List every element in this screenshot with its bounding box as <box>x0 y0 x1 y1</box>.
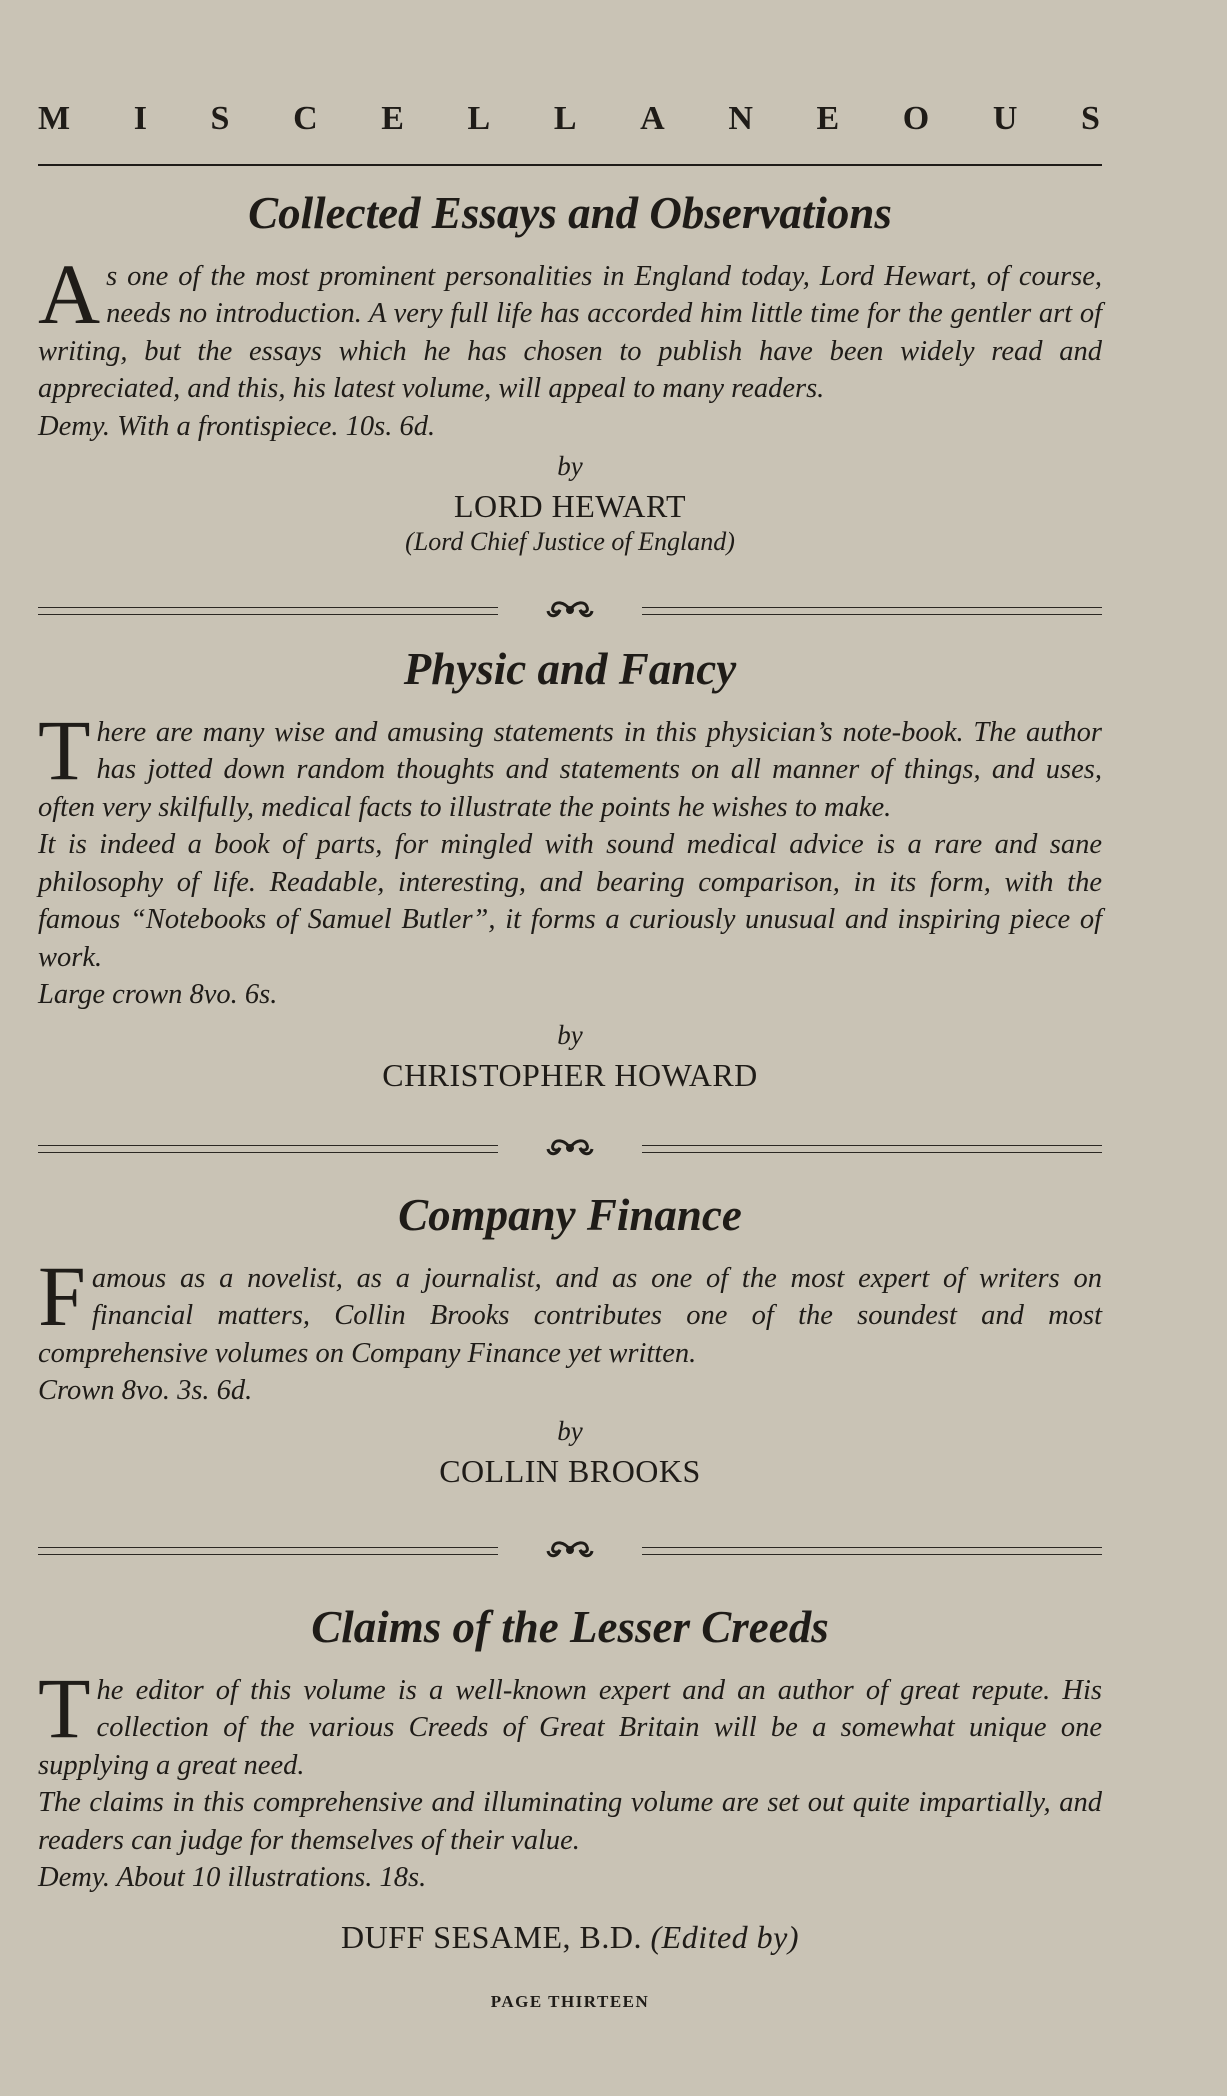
author-role: (Edited by) <box>650 1918 800 1955</box>
author-name-line <box>38 1919 1102 1956</box>
fleuron-icon <box>545 1539 595 1561</box>
description-paragraph: It is indeed a book of parts, for mingled with sound medical advice is a rare and sane philosophy of life. Readable, interesting, and bearing comparison, in its form, with the famous “Notebooks of Samuel Butler”, it forms a curiously unusual and inspiring piece of work. <box>38 829 1102 973</box>
description-paragraph: he editor of this volume is a well-known expert and an author of great repute. His collection of the various Creeds of Great Britain will be a somewhat unique one supplying a great need. <box>38 1674 1102 1781</box>
page-number: PAGE THIRTEEN <box>490 1992 650 2011</box>
header-letter: L <box>553 100 579 137</box>
ornamental-divider <box>38 1542 1102 1562</box>
author-name: CHRISTOPHER HOWARD <box>382 1056 758 1093</box>
description-paragraph: The claims in this comprehensive and illuminating volume are set out quite impartially, and readers can judge for themselves of their value. <box>38 1787 1102 1856</box>
book-title: Physic and Fancy <box>403 644 737 694</box>
author-name: COLLIN BROOKS <box>439 1452 701 1489</box>
book-description <box>38 1659 1102 1897</box>
description-paragraph: here are many wise and amusing statements in this physician’s note-book. The author has jotted down random thoughts and statements on all manner of things, and uses, often very skilfully, medical facts to illustrate the points he wishes to make. <box>38 716 1102 823</box>
by-label: by <box>557 1415 583 1446</box>
header-letter: I <box>133 100 149 137</box>
format-price: Large crown 8vo. 6s. <box>38 979 278 1011</box>
book-entry-lesser-creeds <box>38 1602 1102 1956</box>
drop-cap: T <box>38 1659 91 1756</box>
divider-rule <box>38 607 498 615</box>
book-entry-company-finance <box>38 1190 1102 1490</box>
by-label: by <box>557 451 583 482</box>
fleuron-icon <box>545 1137 595 1159</box>
header-rule <box>38 164 1102 166</box>
book-description <box>38 701 1102 1014</box>
header-letter: O <box>902 100 932 137</box>
by-label: by <box>557 1019 583 1050</box>
section-header <box>38 100 1102 138</box>
description-paragraph: s one of the most prominent personalities in England today, Lord Hewart, of course, needs no introduction. A very full life has accorded him little time for the gentler art of writing, but the essays which he has chosen to publish have been widely read and appreciated, and this, his latest volume, will appeal to many readers. <box>38 260 1102 405</box>
format-price: Demy. With a frontispiece. 10s. 6d. <box>38 410 436 442</box>
drop-cap: A <box>38 245 101 342</box>
book-title: Company Finance <box>398 1190 742 1240</box>
header-letter: C <box>293 100 320 137</box>
divider-rule <box>38 1547 498 1555</box>
ornamental-divider <box>38 602 1102 622</box>
header-letter: S <box>1081 100 1102 137</box>
header-letter: E <box>381 100 406 137</box>
ornamental-divider <box>38 1140 1102 1160</box>
header-letter: N <box>728 100 755 137</box>
header-letter: U <box>992 100 1020 137</box>
header-letter: L <box>467 100 493 137</box>
author-name: LORD HEWART <box>454 488 686 525</box>
divider-rule <box>642 607 1102 615</box>
book-description <box>38 1247 1102 1410</box>
header-letter: E <box>816 100 842 137</box>
book-entry-physic-and-fancy <box>38 644 1102 1094</box>
drop-cap: F <box>38 1247 86 1344</box>
header-letter: S <box>210 100 232 137</box>
fleuron-icon <box>545 599 595 621</box>
format-price: Demy. About 10 illustrations. 18s. <box>38 1862 427 1894</box>
header-letter: A <box>640 100 667 137</box>
book-title: Claims of the Lesser Creeds <box>311 1602 829 1652</box>
drop-cap: T <box>38 701 91 798</box>
book-entry-collected-essays <box>38 188 1102 557</box>
description-paragraph: amous as a novelist, as a journalist, and as one of the most expert of writers on financial matters, Collin Brooks contributes one of the soundest and most comprehensive volumes on Company Finance yet written. <box>38 1262 1102 1369</box>
divider-rule <box>642 1547 1102 1555</box>
author-note: (Lord Chief Justice of England) <box>405 527 735 557</box>
header-letter: M <box>38 100 73 137</box>
divider-rule <box>38 1145 498 1153</box>
author-name: DUFF SESAME, B.D. <box>340 1918 642 1955</box>
book-description <box>38 245 1102 446</box>
divider-rule <box>642 1145 1102 1153</box>
book-title: Collected Essays and Observations <box>248 188 892 238</box>
format-price: Crown 8vo. 3s. 6d. <box>38 1375 253 1407</box>
